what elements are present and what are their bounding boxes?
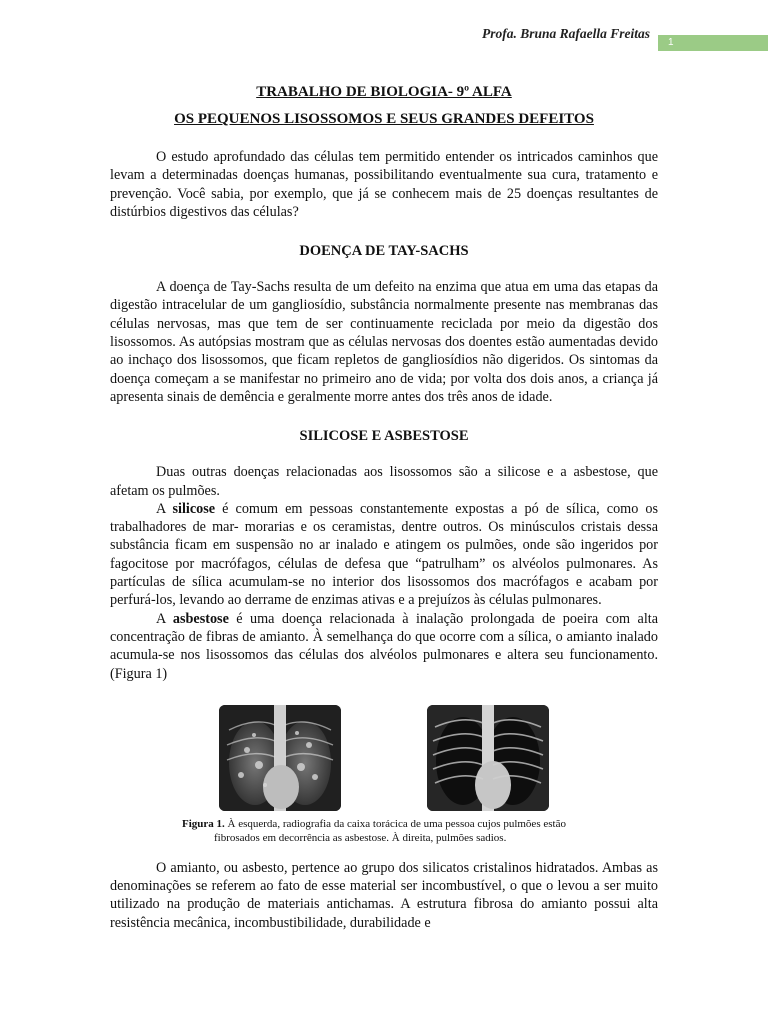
- figure-images: [110, 705, 658, 811]
- asbestose-pre: A: [156, 610, 173, 627]
- section-heading-tay-sachs: DOENÇA DE TAY-SACHS: [299, 243, 469, 260]
- caption-line-1: À esquerda, radiografia da caixa torácica de uma pessoa cujos pulmões estão: [224, 817, 566, 830]
- silicose-intro-paragraph: Duas outras doenças relacionadas aos lisossomos são a silicose e a asbestose, que afetam os pulmões.: [110, 464, 658, 499]
- silicose-term: silicose: [172, 500, 216, 517]
- amianto-paragraph: O amianto, ou asbesto, pertence ao grupo dos silicatos cristalinos hidratados. Ambas as denominações se referem ao fato de esse material ser incombustível, o que o levou a ser muito utilizado na produção de materiais antichamas. A estrutura fibrosa do amianto possui alta resistência mecânica, incombustibilidade, durabilidade e: [110, 859, 658, 931]
- tay-sachs-paragraph: A doença de Tay-Sachs resulta de um defeito na enzima que atua em uma das etapas da digestão intracelular de um gangliosídio, substância normalmente presente nas membranas das células nervosas, mas que tem de ser continuamente reciclada por meio da digestão dos lisossomos. As autópsias mostram que as células nervosas dos doentes estão aumentadas devido ao inchaço dos lisossomos, que ficam repletos de gangliosídios não digeridos. Os sintomas da doença começam a se manifestar no primeiro ano de vida; por volta dos dois anos, a criança já apresenta sinais de demência e geralmente morre antes dos três anos de idade.: [110, 279, 658, 405]
- caption-line-2: fibrosados em decorrência as asbestose. À direita, pulmões sadios.: [214, 831, 507, 844]
- xray-fibrosed-lungs-image: [219, 705, 341, 811]
- figure-label: Figura 1.: [182, 817, 225, 830]
- page-number-tab: 1: [658, 35, 768, 51]
- silicose-paragraph: [110, 500, 658, 610]
- asbestose-term: asbestose: [172, 610, 229, 627]
- asbestose-text: é uma doença relacionada à inalação prolongada de poeira com alta concentração de fibras de amianto. À semelhança do que ocorre com a sílica, o amianto inalado acumula-se nos lisossomos das células dos alvéolos pulmonares e altera seu funcionamento. (Figura 1): [110, 610, 658, 682]
- figure-caption: [182, 817, 642, 845]
- section-heading-silicose: SILICOSE E ASBESTOSE: [299, 428, 469, 445]
- silicose-pre: A: [156, 500, 173, 517]
- document-body: [110, 84, 658, 932]
- asbestose-paragraph: [110, 610, 658, 683]
- intro-paragraph: O estudo aprofundado das células tem permitido entender os intricados caminhos que levam a determinadas doenças humanas, possibilitando eventualmente sua cura, tratamento e prevenção. Você sabia, por exemplo, que já se conhecem mais de 25 doenças resultantes de distúrbios digestivos das células?: [110, 149, 658, 220]
- document-subtitle: OS PEQUENOS LISOSSOMOS E SEUS GRANDES DEFEITOS: [174, 111, 594, 127]
- silicose-text: é comum em pessoas constantemente expostas a pó de sílica, como os trabalhadores de mar- morarias e os ceramistas, dentre outros. Os minúsculos cristais dessa substância ficam em suspensão no ar inalado e atingem os pulmões, onde são ingeridos por fagocitose por macrófagos, células de defesa que “patrulham” os alvéolos pulmonares. As partículas de sílica acumulam-se no interior dos lisossomos dos macrófagos e acabam por perfurá-los, levando ao derrame de enzimas ativas e a prejuízos às células pulmonares.: [110, 500, 658, 609]
- document-title: TRABALHO DE BIOLOGIA- 9º ALFA: [256, 84, 512, 100]
- xray-healthy-lungs-image: [427, 705, 549, 811]
- header-author: Profa. Bruna Rafaella Freitas: [481, 26, 650, 41]
